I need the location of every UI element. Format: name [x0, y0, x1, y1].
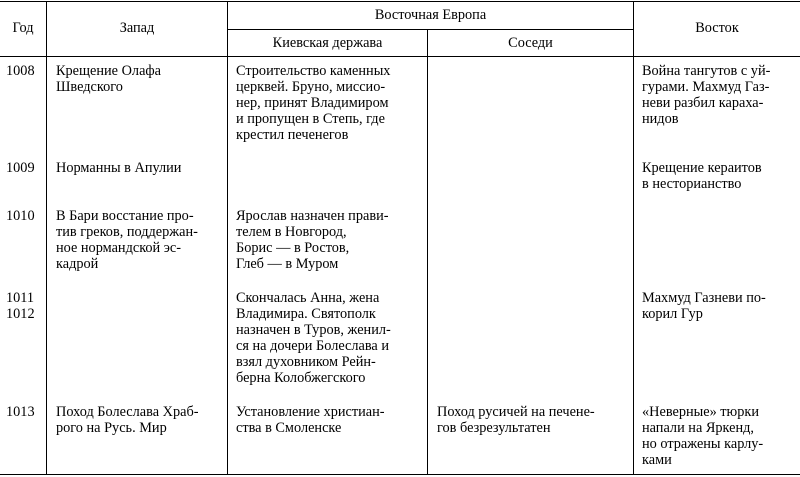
header-kievan-state: Киевская держава [272, 35, 383, 51]
row-east: Война тангутов с уй- гурами. Махмуд Газ- неви разбил караха- нидов [642, 63, 771, 127]
row-west: Крещение Олафа Шведского [56, 63, 162, 95]
row-year: 1011 1012 [6, 290, 35, 322]
row-year: 1013 [6, 404, 35, 420]
row-east: Крещение кераитов в несторианство [642, 160, 762, 192]
header-year: Год [12, 20, 34, 36]
row-east: «Неверные» тюрки напали на Яркенд, но отражены карлу- ками [642, 404, 764, 468]
row-year: 1008 [6, 63, 35, 79]
row-kiev: Строительство каменных церквей. Бруно, миссио- нер, принят Владимиром и пропущен в Степь, где крестил печенегов [236, 63, 391, 143]
table-top-rule [0, 1, 800, 2]
header-west: Запад [119, 20, 155, 36]
row-year: 1010 [6, 208, 35, 224]
column-divider [46, 1, 47, 475]
row-west: В Бари восстание про- тив греков, поддержан- ное нормандской эс- кадрой [56, 208, 198, 272]
header-inner-rule [227, 29, 633, 30]
row-kiev: Скончалась Анна, жена Владимира. Святополк назначен в Туров, женил- ся на дочери Болеслава и взял духовником Рейн- берна Колобжегского [236, 290, 391, 386]
header-east: Восток [695, 20, 739, 36]
row-west: Норманны в Апулии [56, 160, 182, 176]
row-kiev: Установление христиан- ства в Смоленске [236, 404, 385, 436]
column-divider [633, 1, 634, 475]
row-neighbors: Поход русичей на печене- гов безрезультатен [437, 404, 595, 436]
column-divider [227, 1, 228, 475]
header-bottom-rule [0, 56, 800, 57]
row-year: 1009 [6, 160, 35, 176]
header-eastern-europe: Восточная Европа [374, 7, 487, 23]
header-neighbors: Соседи [508, 35, 553, 51]
row-west: Поход Болеслава Храб- рого на Русь. Мир [56, 404, 199, 436]
row-east: Махмуд Газневи по- корил Гур [642, 290, 766, 322]
table-bottom-rule [0, 474, 800, 475]
column-divider [427, 29, 428, 475]
row-kiev: Ярослав назначен прави- телем в Новгород, Борис — в Ростов, Глеб — в Муром [236, 208, 389, 272]
